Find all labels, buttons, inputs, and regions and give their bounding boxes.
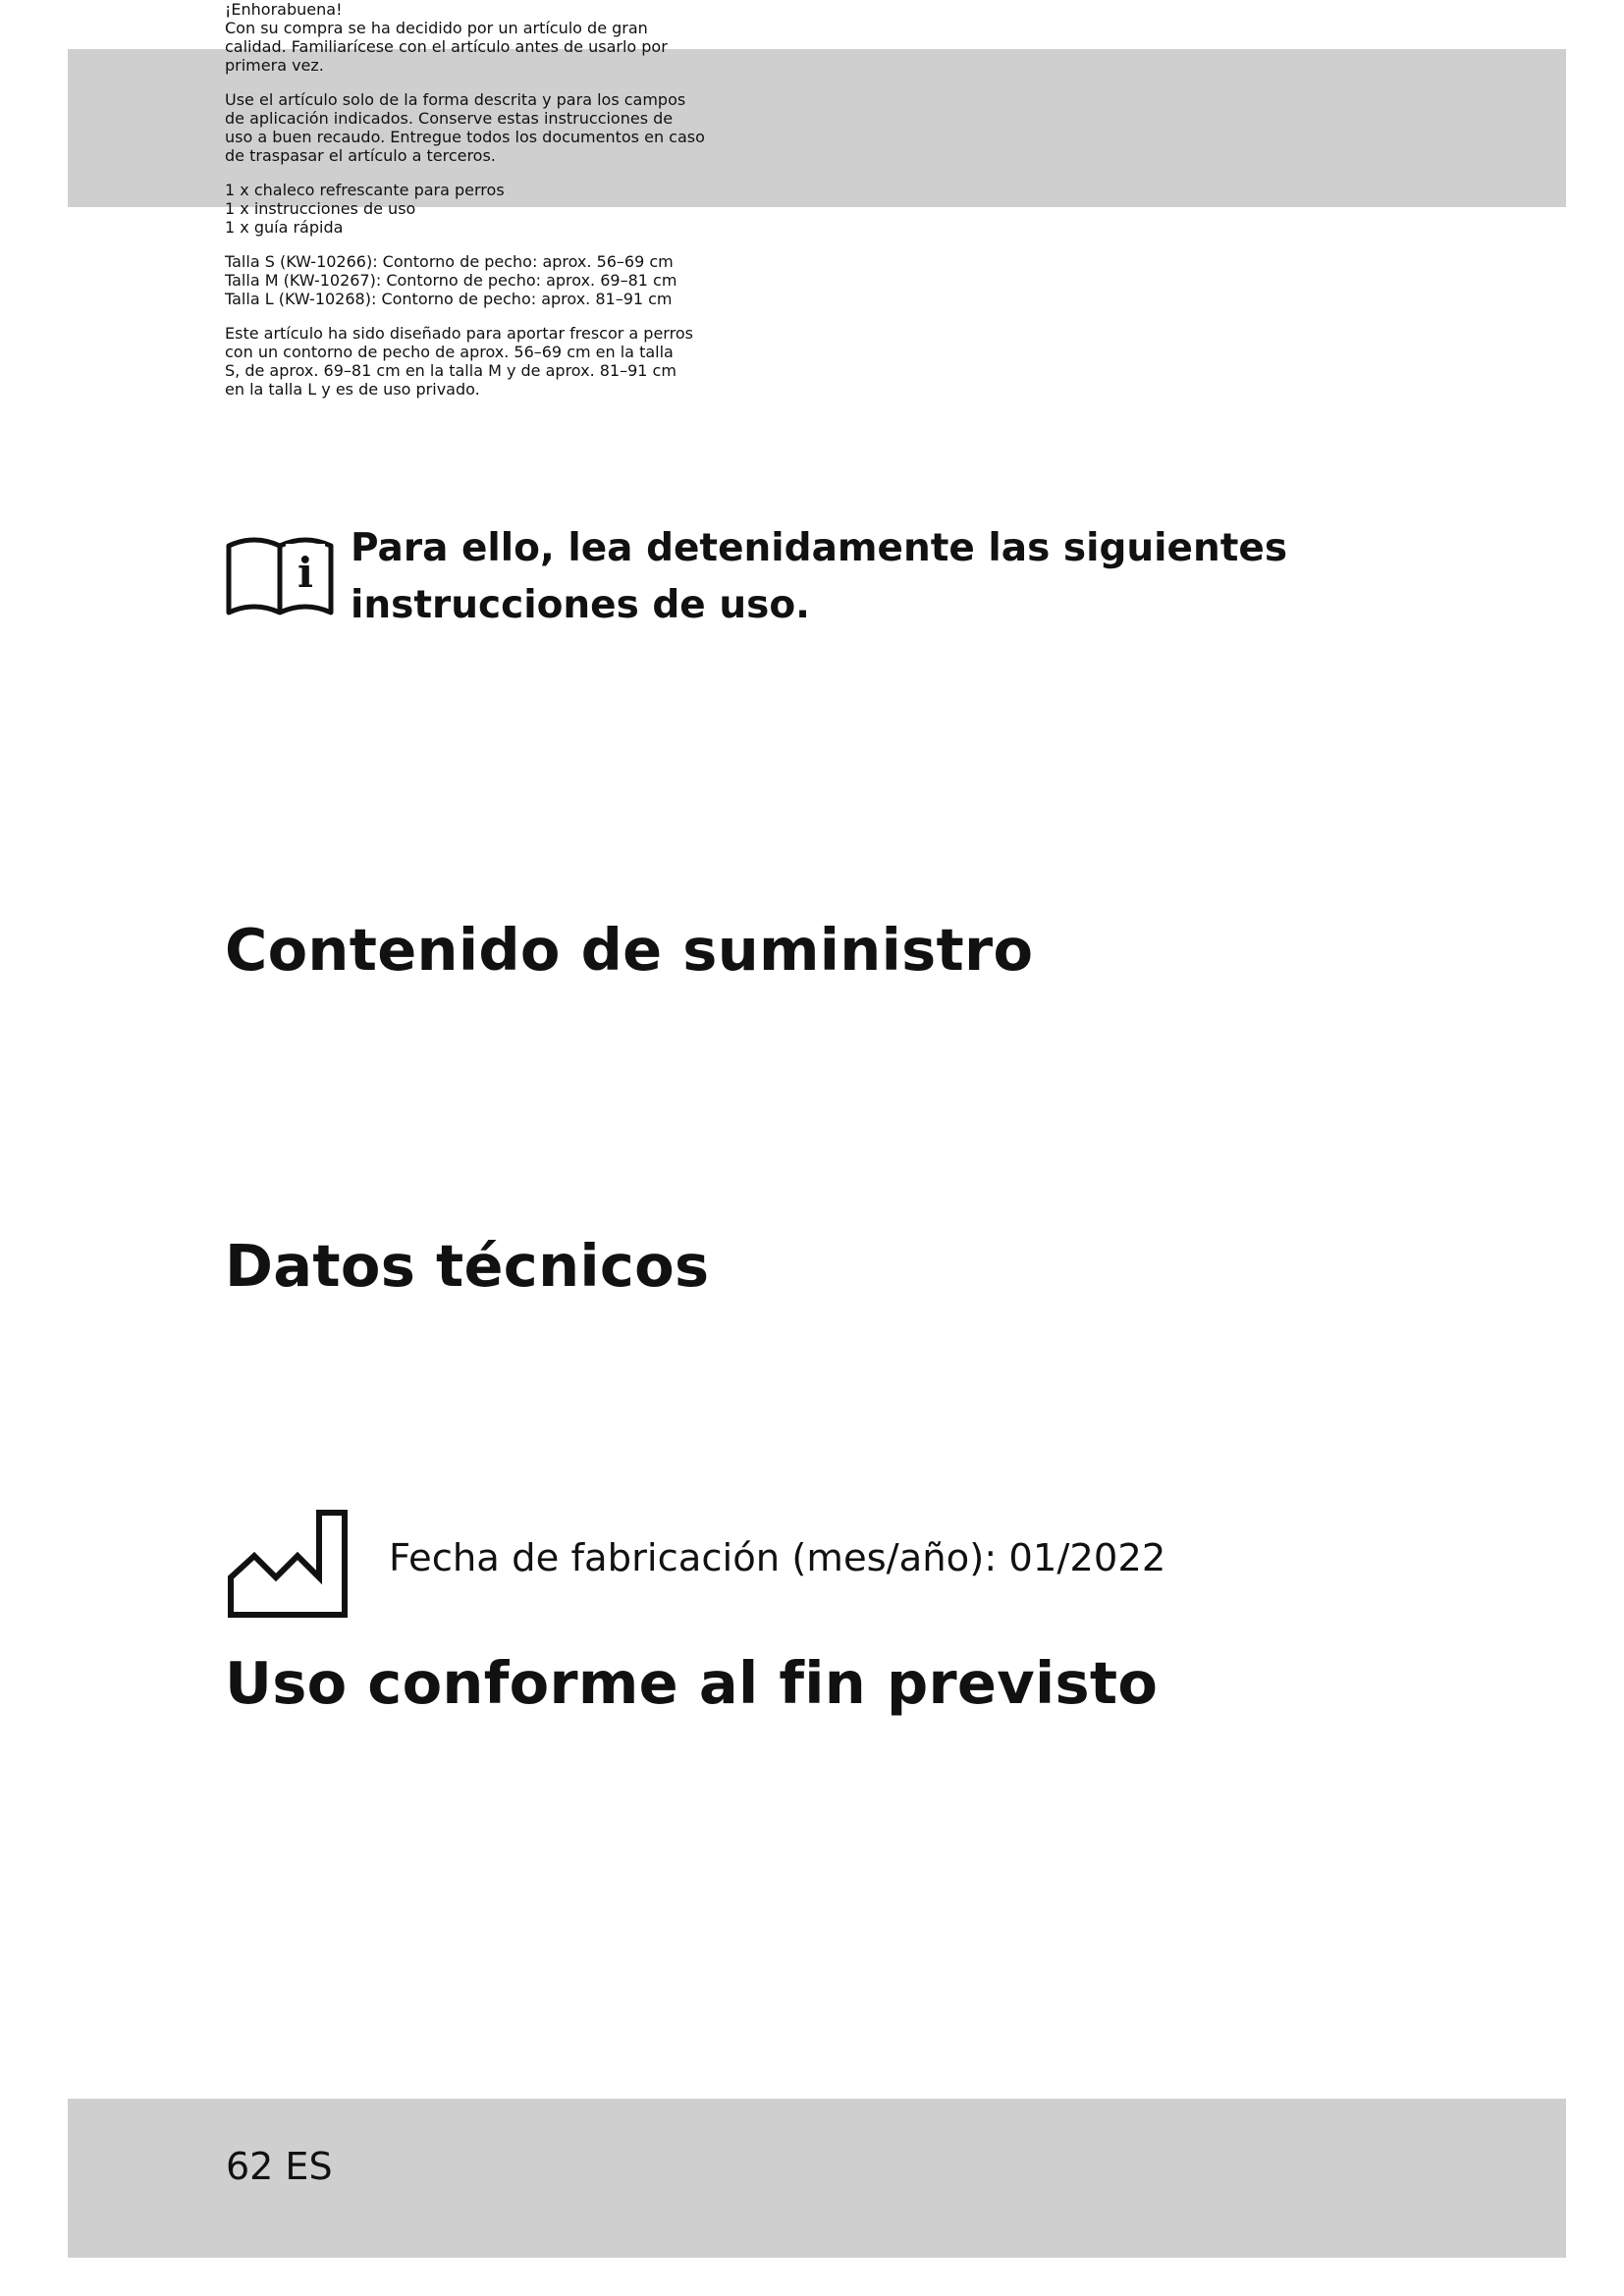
size-spec-line: Talla S (KW-10266): Contorno de pecho: aprox. 56–69 cm	[225, 252, 674, 271]
footer-bar	[68, 2099, 1566, 2258]
size-spec-line: Talla M (KW-10267): Contorno de pecho: aprox. 69–81 cm	[225, 271, 677, 290]
notice-line: Para ello, lea detenidamente las siguientes	[351, 526, 1288, 570]
intended-use-line: Este artículo ha sido diseñado para aportar frescor a perros	[225, 324, 693, 343]
book-info-icon	[225, 530, 335, 616]
intended-use-line: en la talla L y es de uso privado.	[225, 380, 480, 399]
notice-line: instrucciones de uso.	[351, 583, 810, 627]
technical-heading: Datos técnicos	[225, 1232, 710, 1300]
list-item: 1 x guía rápida	[225, 218, 344, 237]
intro-line: primera vez.	[225, 56, 324, 75]
list-item: 1 x chaleco refrescante para perros	[225, 181, 505, 199]
list-item: 1 x instrucciones de uso	[225, 199, 416, 218]
intended-use-line: S, de aprox. 69–81 cm en la talla M y de aprox. 81–91 cm	[225, 361, 677, 380]
usage-line: Use el artículo solo de la forma descrita y para los campos	[225, 90, 686, 109]
greeting-line: ¡Enhorabuena!	[225, 0, 343, 19]
intended-use-line: con un contorno de pecho de aprox. 56–69 cm en la talla	[225, 343, 674, 361]
usage-line: de traspasar el artículo a terceros.	[225, 146, 496, 165]
usage-line: de aplicación indicados. Conserve estas instrucciones de	[225, 109, 674, 128]
intended-use-heading: Uso conforme al fin previsto	[225, 1649, 1159, 1717]
page-number: 62 ES	[226, 2145, 333, 2188]
intro-line: Con su compra se ha decidido por un artículo de gran	[225, 19, 648, 37]
manufacture-date: Fecha de fabricación (mes/año): 01/2022	[389, 1536, 1166, 1580]
contents-heading: Contenido de suministro	[225, 916, 1034, 984]
size-spec-line: Talla L (KW-10268): Contorno de pecho: aprox. 81–91 cm	[225, 290, 673, 308]
svg-text:i: i	[298, 549, 313, 597]
usage-line: uso a buen recaudo. Entregue todos los documentos en caso	[225, 128, 705, 146]
intro-line: calidad. Familiarícese con el artículo antes de usarlo por	[225, 37, 668, 56]
read-instructions-notice	[351, 520, 1287, 634]
page-content	[225, 0, 1452, 1717]
factory-date-icon	[225, 1507, 351, 1620]
